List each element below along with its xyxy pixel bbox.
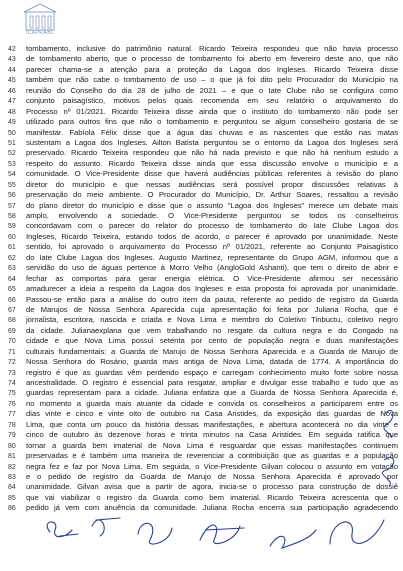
line-text: do Iate Clube Lagoa dos Ingleses. Augusto Martinez, representante do Grupo AGM, informou que a [26, 252, 398, 262]
document-line [8, 326, 398, 336]
line-number: 50 [8, 129, 16, 137]
document-line [8, 274, 398, 284]
line-number: 48 [8, 108, 16, 116]
line-text: conjunto paisagístico, motivos pelos quais recomenda em seu relatório o arquivamento do [26, 96, 398, 106]
line-number: 80 [8, 442, 16, 450]
line-number: 57 [8, 202, 16, 210]
line-number: 71 [8, 348, 16, 356]
document-line [8, 482, 398, 492]
line-number: 62 [8, 254, 16, 262]
line-text: também que não cabe o tombamento de uso – o que já foi dito pelo Procurador do Município na [26, 75, 398, 85]
line-number: 78 [8, 421, 16, 429]
line-number: 65 [8, 286, 16, 294]
line-text: registro é que as guardas vêm perdendo espaço e carregam conhecimento muito forte sobre nossa [26, 367, 398, 377]
document-line [8, 75, 398, 85]
document-line [8, 232, 398, 242]
document-line [8, 128, 398, 138]
line-text: preservação do meio ambiente. O Procurador do Município, Dr. Arthur Soares, ressaltou a revisão [26, 190, 398, 200]
line-number: 54 [8, 171, 16, 179]
document-line [8, 86, 398, 96]
line-number: 67 [8, 306, 16, 314]
document-line [8, 169, 398, 179]
line-number: 86 [8, 505, 16, 513]
line-text: Passou-se então para a análise do outro item da pauta, referente ao pedido de registro da Guarda [26, 294, 398, 304]
line-number: 42 [8, 46, 16, 53]
line-text: fechar as comportas para gerar energia elétrica. O Vice-Presidente afirmou ser necessário [26, 273, 398, 283]
document-line [8, 180, 398, 190]
document-line [8, 378, 398, 388]
document-line [8, 201, 398, 211]
line-text: cidade e que Nova Lima possui setenta por cento de população negra e duas manifestações [26, 336, 398, 346]
line-number: 85 [8, 494, 16, 502]
line-number: 73 [8, 369, 16, 377]
line-number: 49 [8, 119, 16, 127]
line-text: Nossa Senhora do Rosário, guarda mais antiga de Nova Lima, datada de 1774. A importância do [26, 357, 398, 367]
line-text: reunião do Conselho do dia 28 de julho de 2021 – e que o Iate Clube não se configura como [26, 85, 398, 95]
line-text: preservado. Ricardo Teixeira respondeu que não há nada previsto e que não há nenhum estudo a [26, 148, 398, 158]
document-line [8, 190, 398, 200]
line-text: comunidade. O Vice-Presidente disse que haverá audiências públicas referentes à revisão do plano [26, 169, 398, 179]
signature-5 [270, 530, 316, 548]
line-text: servidão do uso de águas pertence à Morro Velho (AngloGold Ashanti), que tem o direito de abrir e [26, 263, 398, 273]
signature-6 [330, 520, 384, 544]
line-number: 81 [8, 453, 16, 461]
line-number: 79 [8, 432, 16, 440]
document-line [8, 65, 398, 75]
line-number: 64 [8, 275, 16, 283]
line-text: cinco de outubro às dezenove horas e trinta minutos na Casa Aristides. Em seguida ratifica que [26, 430, 398, 440]
document-line [8, 242, 398, 252]
document-line [8, 295, 398, 305]
line-text: parecer chama-se a atenção para a proteção da Lagoa dos Ingleses. Ricardo Teixeira disse [26, 64, 398, 74]
line-number: 74 [8, 380, 16, 387]
document-line [8, 117, 398, 127]
document-line [8, 368, 398, 378]
line-text: negra fez e faz por Nova Lima. Em seguida, o Vice-Presidente Gilvan colocou o assunto em votação [26, 461, 398, 471]
line-text: preservadas e é também uma maneira de reverenciar a contribuição que as guardas e a população [26, 451, 398, 461]
line-text: ancestralidade. O registro é essencial para resgatar, ampliar e divulgar esse trabalho e tudo que as [26, 378, 398, 387]
line-number: 69 [8, 327, 16, 335]
line-number: 61 [8, 244, 16, 252]
document-line [8, 284, 398, 294]
line-text: de tombamento aberto, que o processo de tombamento foi aberto em fevereiro deste ano, que não [26, 54, 398, 64]
document-body [8, 44, 398, 514]
signatures-area [0, 500, 403, 571]
line-text: utilizado para outros fins que não o tombamento e perguntou se algum conselheiro gostaria de se [26, 117, 398, 127]
document-line [8, 347, 398, 357]
document-line [8, 159, 398, 169]
document-line [8, 388, 398, 398]
line-text: e o pedido de registro da Guarda de Marujo de Nossa Senhora Aparecida é aprovado por [26, 471, 398, 481]
document-line [8, 44, 398, 54]
building-icon [20, 2, 60, 32]
line-text: da cidade. Julianaexplana que vem trabalhando no resgate da cultura negra e do Congado na [26, 325, 398, 335]
document-line [8, 253, 398, 263]
line-text: guardas representam para a cidade. Juliana enfatiza que a Guarda de Nossa Senhora Aparecida é, [26, 388, 398, 398]
line-text: de Marujos de Nossa Senhora Aparecida cuja apresentação foi feita por Juliana Rocha, que é [26, 304, 398, 314]
document-line [8, 357, 398, 367]
line-text: Processo nº 01/2021. Ricardo Teixeira disse ainda que o instituto do tombamento não pode ser [26, 106, 398, 116]
document-line [8, 305, 398, 315]
line-number: 66 [8, 296, 16, 304]
margin-signatures [381, 400, 401, 510]
document-line [8, 462, 398, 472]
line-text: concordavam com o parecer do relator do processo de tombamento do Iate Clube Lagoa dos [26, 221, 398, 231]
line-number: 47 [8, 98, 16, 106]
line-text: unanimidade. Gilvan avisa que a partir de agora, inicia-se o processo para construção de dossiê [26, 482, 398, 492]
line-number: 58 [8, 213, 16, 220]
line-number: 53 [8, 160, 16, 168]
line-number: 55 [8, 181, 16, 189]
line-number: 70 [8, 338, 16, 346]
document-line [8, 472, 398, 482]
line-text: amplo, envolvendo a sociedade. O Vice-Presidente perguntou se todos os conselheiros [26, 211, 398, 220]
line-number: 51 [8, 139, 16, 147]
line-text: jornalista, escritora, nascida e criada e Nova Lima e membro do Coletivo Tinbuctu, coletivo negro [26, 315, 398, 325]
institution-logo [20, 2, 60, 42]
document-line [8, 336, 398, 346]
line-text: tornar a guarda bem imaterial de Nova Lima é resguardar que essas manifestações continuem [26, 440, 398, 450]
document-line [8, 420, 398, 430]
logo-text: ICAPRABL [25, 30, 55, 36]
signature-3 [138, 523, 172, 544]
line-text: que vai viabilizar o registro da Guarda como bem imaterial. Ricardo Teixeira acrescenta que o [26, 492, 398, 502]
line-text: Lima, que conta um pouco da história dessas manifestações, e abertura acontecerá no dia vinte e [26, 419, 398, 429]
line-number: 68 [8, 317, 16, 325]
signature-1 [47, 522, 78, 537]
line-number: 84 [8, 484, 16, 492]
line-text: sentido, foi aprovado o arquivamento do Processo nº 01/2021, referente ao Conjunto Paisagístico [26, 242, 398, 252]
line-number: 82 [8, 463, 16, 471]
document-line [8, 107, 398, 117]
line-number: 72 [8, 359, 16, 367]
document-line [8, 430, 398, 440]
document-line [8, 54, 398, 64]
line-text: dias vinte e cinco e vinte oito de outubro na Casa Aristides, da exposição das guardas de Nova [26, 409, 398, 419]
signature-4 [200, 525, 244, 544]
line-number: 45 [8, 77, 16, 85]
line-number: 43 [8, 56, 16, 64]
line-number: 75 [8, 390, 16, 398]
line-number: 63 [8, 265, 16, 273]
line-text: tombamento, inclusive do patrimônio natural. Ricardo Teixeira respondeu que não havia processo [26, 44, 398, 53]
document-line [8, 409, 398, 419]
line-text: culturais fundamentais: a Guarda de Marujo de Nossa Senhora Aparecida e a Guarda de Marujo de [26, 346, 398, 356]
line-text: Ingleses, Ricardo Teixeira, estando todos de acordo, o parecer é aprovado por unanimidade. Neste [26, 231, 398, 241]
line-number: 44 [8, 66, 16, 74]
document-line [8, 96, 398, 106]
line-text: manifestar. Fabíola Félix disse que a água das chuvas e as nascentes que estão nas matas [26, 127, 398, 137]
signature-2 [92, 518, 120, 536]
line-number: 60 [8, 233, 16, 241]
line-text: amadurecer a ideia a respeito da Lagoa dos Ingleses e esta proposta foi aprovada por unanimidade. [26, 284, 398, 294]
document-line [8, 211, 398, 221]
document-line [8, 221, 398, 231]
line-text: respeito do assunto. Ricardo Teixeira disse ainda que essa discussão envolve o município e a [26, 158, 398, 168]
line-text: do plano diretor do município e disse que o assunto "Lagoa dos Ingleses" merece um debate mais [26, 200, 398, 210]
document-line [8, 399, 398, 409]
document-line [8, 138, 398, 148]
line-number: 59 [8, 223, 16, 231]
line-number: 52 [8, 150, 16, 158]
line-number: 77 [8, 411, 16, 419]
line-text: pedido já vem com anuência da comunidade. Juliana Rocha encerra sua participação agradecendo [26, 503, 398, 513]
line-text: diretor do município e que nessas audiências será possível propor discussões relativas à [26, 179, 398, 189]
line-text: sustentam a Lagoa dos Ingleses. Ailton Batista perguntou se o entorno da Lagoa dos Ingleses será [26, 137, 398, 147]
line-number: 56 [8, 192, 16, 200]
line-number: 76 [8, 400, 16, 408]
line-number: 83 [8, 473, 16, 481]
line-text: no momento a guarda mais atuante da cidade e convida os conselheiros a participarem entre os [26, 398, 398, 408]
line-number: 46 [8, 87, 16, 95]
document-line [8, 148, 398, 158]
document-line [8, 263, 398, 273]
document-line [8, 315, 398, 325]
document-line [8, 441, 398, 451]
document-line [8, 451, 398, 461]
